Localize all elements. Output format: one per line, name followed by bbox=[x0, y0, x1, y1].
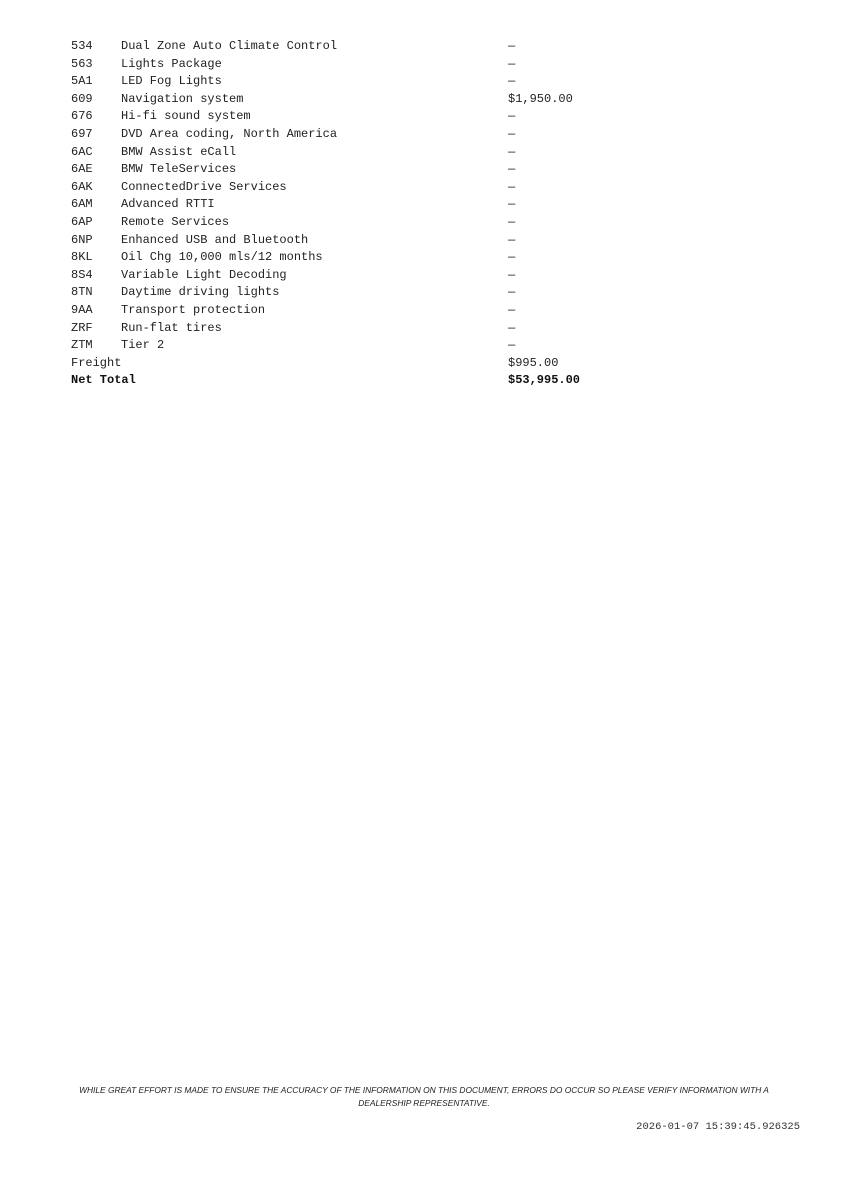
option-price: $1,950.00 bbox=[508, 91, 573, 106]
option-code: 8KL bbox=[71, 250, 93, 265]
table-row bbox=[71, 179, 611, 197]
option-price: — bbox=[508, 56, 516, 71]
table-row bbox=[71, 284, 611, 302]
option-description: Variable Light Decoding bbox=[121, 267, 287, 282]
table-row bbox=[71, 337, 611, 355]
table-row bbox=[71, 108, 611, 126]
table-row bbox=[71, 56, 611, 74]
option-price: — bbox=[508, 302, 516, 317]
option-price: — bbox=[508, 74, 516, 89]
options-table bbox=[71, 38, 611, 390]
option-code: 6AP bbox=[71, 214, 93, 229]
option-description: Navigation system bbox=[121, 91, 244, 106]
timestamp: 2026-01-07 15:39:45.926325 bbox=[636, 1121, 800, 1133]
option-code: 5A1 bbox=[71, 74, 93, 89]
table-row bbox=[71, 126, 611, 144]
option-price: — bbox=[508, 39, 516, 53]
option-description: Oil Chg 10,000 mls/12 months bbox=[121, 250, 323, 265]
option-price: — bbox=[508, 250, 516, 265]
table-row bbox=[71, 161, 611, 179]
option-price: — bbox=[508, 109, 516, 124]
option-description: BMW Assist eCall bbox=[121, 144, 237, 159]
table-row bbox=[71, 38, 611, 56]
option-code: 563 bbox=[71, 56, 93, 71]
net-total-value: $53,995.00 bbox=[508, 373, 581, 388]
table-row bbox=[71, 214, 611, 232]
option-code: 609 bbox=[71, 91, 93, 106]
option-description: ConnectedDrive Services bbox=[121, 179, 287, 194]
option-description: BMW TeleServices bbox=[121, 162, 237, 177]
option-code: 6AC bbox=[71, 144, 93, 159]
option-code: 8S4 bbox=[71, 267, 93, 282]
table-row bbox=[71, 267, 611, 285]
option-description: Daytime driving lights bbox=[121, 285, 280, 300]
table-row bbox=[71, 73, 611, 91]
freight-row bbox=[71, 355, 611, 373]
option-description: Enhanced USB and Bluetooth bbox=[121, 232, 309, 247]
option-description: Transport protection bbox=[121, 302, 266, 317]
option-description: Tier 2 bbox=[121, 338, 165, 353]
option-code: 6AK bbox=[71, 179, 93, 194]
option-code: 697 bbox=[71, 126, 93, 141]
table-row bbox=[71, 320, 611, 338]
option-code: 9AA bbox=[71, 302, 93, 317]
net-total-label: Net Total bbox=[71, 373, 136, 388]
option-price: — bbox=[508, 214, 516, 229]
freight-value: $995.00 bbox=[508, 355, 559, 370]
option-price: — bbox=[508, 126, 516, 141]
option-price: — bbox=[508, 285, 516, 300]
option-code: 6NP bbox=[71, 232, 93, 247]
option-code: ZTM bbox=[71, 338, 93, 353]
option-price: — bbox=[508, 162, 516, 177]
table-row bbox=[71, 232, 611, 250]
option-code: ZRF bbox=[71, 320, 93, 335]
option-price: — bbox=[508, 267, 516, 282]
table-row bbox=[71, 302, 611, 320]
option-price: — bbox=[508, 179, 516, 194]
option-description: Hi-fi sound system bbox=[121, 109, 251, 124]
table-row bbox=[71, 196, 611, 214]
option-price: — bbox=[508, 232, 516, 247]
option-description: Advanced RTTI bbox=[121, 197, 215, 212]
net-total-row bbox=[71, 372, 611, 390]
option-code: 676 bbox=[71, 109, 93, 124]
option-code: 534 bbox=[71, 39, 93, 53]
option-code: 6AM bbox=[71, 197, 93, 212]
option-price: — bbox=[508, 197, 516, 212]
option-code: 6AE bbox=[71, 162, 93, 177]
option-description: Run-flat tires bbox=[121, 320, 222, 335]
freight-label: Freight bbox=[71, 355, 122, 370]
table-row bbox=[71, 144, 611, 162]
option-description: Lights Package bbox=[121, 56, 222, 71]
option-price: — bbox=[508, 320, 516, 335]
table-row bbox=[71, 91, 611, 109]
option-price: — bbox=[508, 144, 516, 159]
option-description: DVD Area coding, North America bbox=[121, 126, 338, 141]
option-description: Remote Services bbox=[121, 214, 230, 229]
option-description: LED Fog Lights bbox=[121, 74, 222, 89]
option-code: 8TN bbox=[71, 285, 93, 300]
table-row bbox=[71, 249, 611, 267]
disclaimer-text: WHILE GREAT EFFORT IS MADE TO ENSURE THE ACCURACY OF THE INFORMATION ON THIS DOCUMENT, ERRORS DO OCCUR SO PLEASE VERIFY INFORMATION WITH A DEALERSHIP REPRESENTATIVE. bbox=[79, 1085, 769, 1108]
option-price: — bbox=[508, 338, 516, 353]
option-description: Dual Zone Auto Climate Control bbox=[121, 39, 338, 53]
